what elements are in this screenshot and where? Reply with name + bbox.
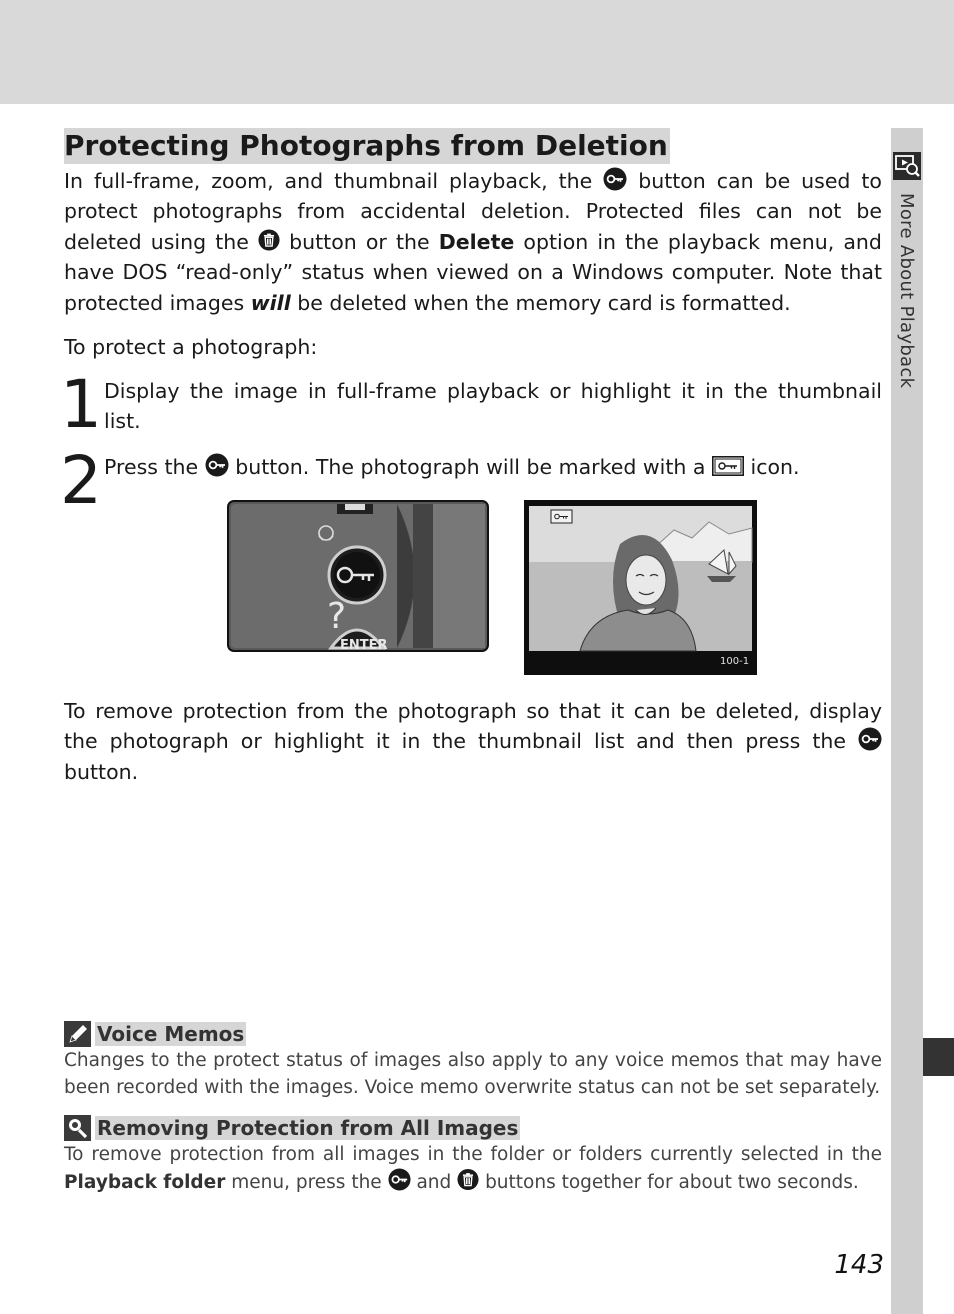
section-tab-label: More About Playback — [896, 193, 917, 389]
step-2 — [60, 442, 882, 520]
note-remove-all-protection — [64, 1115, 882, 1196]
step2-text-2: button. The photograph will be marked with a — [235, 455, 706, 480]
remove-protection-paragraph — [64, 696, 882, 787]
help-symbol: ? — [327, 596, 347, 638]
protect-button-icon — [205, 453, 229, 477]
playback-folder-keyword: Playback folder — [64, 1172, 226, 1193]
step-number: 2 — [60, 442, 102, 520]
step-1 — [60, 366, 882, 444]
magnifier-note-icon — [64, 1115, 91, 1141]
intro-will-emphasis: will — [250, 290, 291, 315]
delete-button-icon — [258, 228, 280, 252]
note-voice-memos — [64, 1021, 882, 1101]
figure-row — [64, 500, 882, 686]
lead-text: To protect a photograph: — [64, 335, 318, 360]
intro-text-3: button or the — [289, 229, 430, 254]
note-body — [64, 1141, 882, 1196]
step-text: Display the image in full-frame playback or highlight it in the thumbnail list. — [104, 379, 882, 434]
note2-text-4: and — [416, 1172, 452, 1193]
camera-button-illustration — [227, 500, 489, 652]
header-band — [0, 0, 954, 104]
enter-label: ENTER — [340, 638, 388, 653]
notes-section — [64, 1021, 882, 1196]
remove-text-2: button. — [64, 759, 139, 784]
intro-delete-keyword: Delete — [438, 229, 515, 254]
intro-text-7: be deleted when the memory card is formatted. — [297, 290, 791, 315]
note-title: Removing Protection from All Images — [97, 1116, 519, 1140]
intro-text-5: option in the playback menu, and have DOS “read-only” status when viewed on a Windows computer. Note that protected images — [64, 229, 882, 315]
step2-text-3: icon. — [750, 455, 800, 480]
step-text — [104, 452, 882, 482]
note2-text-5: buttons together for about two seconds. — [485, 1172, 859, 1193]
chapter-marker — [923, 1038, 954, 1076]
note-title: Voice Memos — [97, 1022, 245, 1046]
protect-button-icon — [858, 727, 882, 751]
step2-text-1: Press the — [104, 455, 199, 480]
intro-text-2: button can be used to protect photographs from accidental deletion. Protected files can not be deleted using the — [64, 169, 882, 254]
protected-mark-icon — [712, 456, 744, 476]
note-body: Changes to the protect status of images also apply to any voice memos that may have been recorded with the images. Voice memo overwrite status can not be set separately. — [64, 1050, 882, 1098]
note-header — [64, 1021, 882, 1047]
remove-text-1: To remove protection from the photograph so that it can be deleted, display the photograph or highlight it in the thumbnail list and then press the — [64, 699, 882, 754]
monitor-illustration — [524, 500, 757, 675]
intro-paragraph — [64, 166, 882, 318]
main-content — [60, 128, 882, 787]
delete-button-icon — [457, 1168, 479, 1191]
protect-button-icon — [388, 1168, 411, 1191]
note-header — [64, 1115, 882, 1141]
page-number: 143 — [834, 1250, 884, 1280]
intro-text-1: In full-frame, zoom, and thumbnail playback, the — [64, 169, 593, 193]
frame-number-label: 100-1 — [720, 656, 750, 668]
note2-text-3: menu, press the — [231, 1172, 382, 1193]
protect-button-icon — [603, 167, 627, 191]
playback-zoom-icon — [893, 152, 921, 180]
page-title: Protecting Photographs from Deletion — [64, 129, 668, 162]
step-number: 1 — [60, 366, 102, 444]
note2-text-1: To remove protection from all images in the folder or folders currently selected in the — [64, 1144, 882, 1165]
pencil-note-icon — [64, 1021, 91, 1047]
